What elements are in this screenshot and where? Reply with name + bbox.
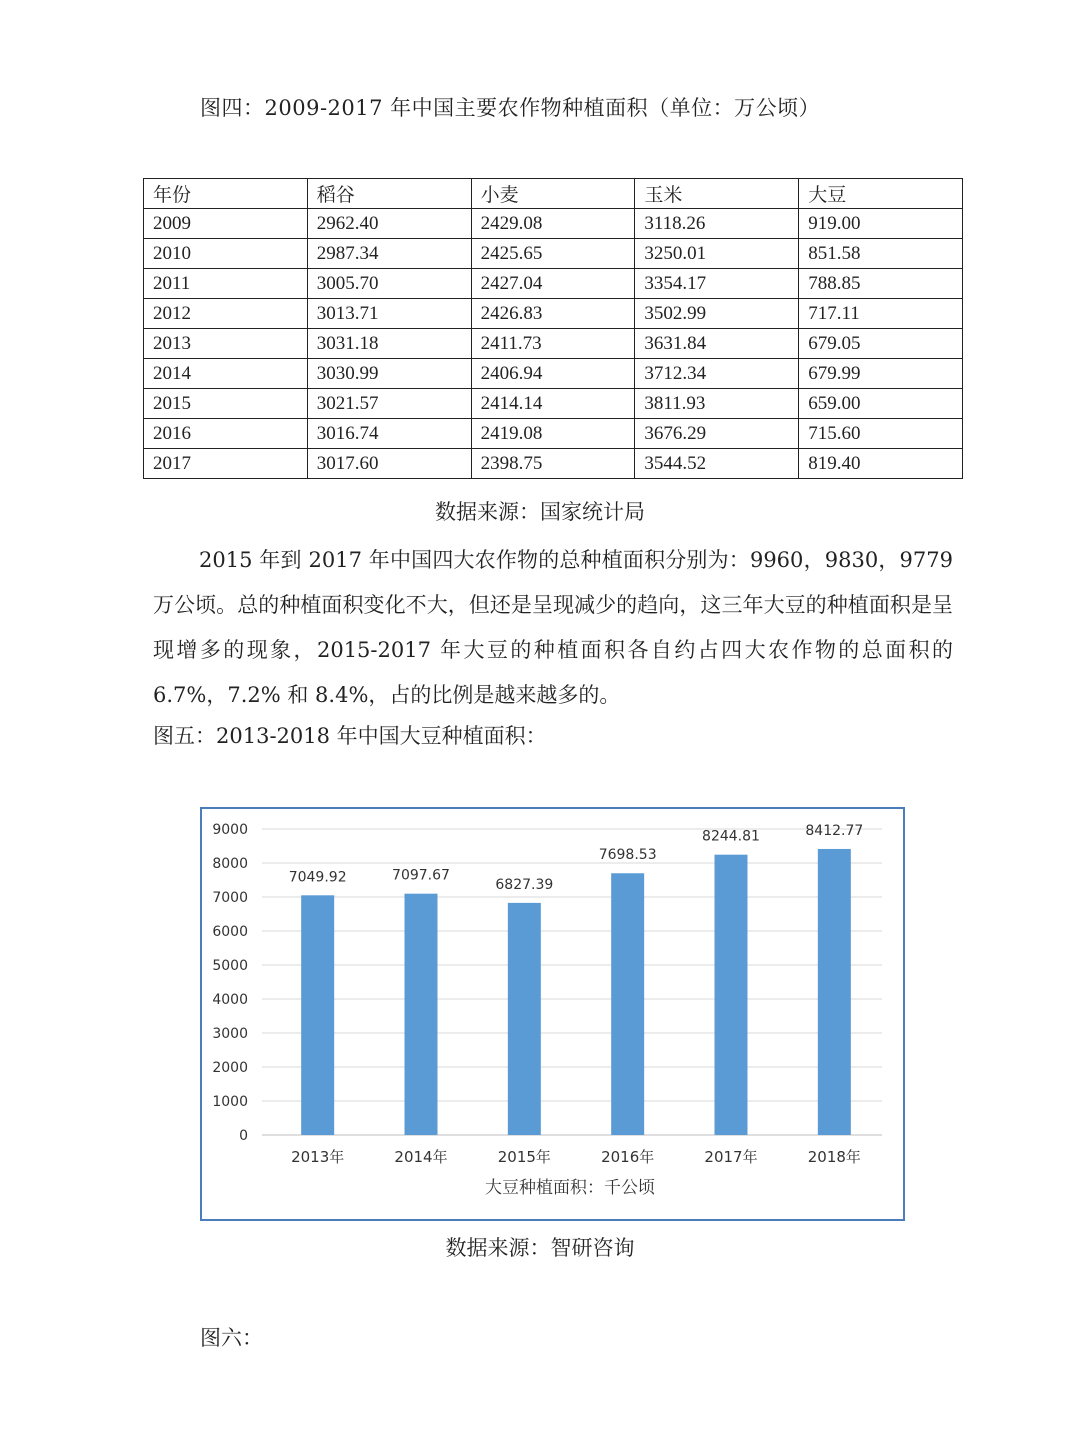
header-wheat: 小麦	[471, 179, 635, 209]
y-tick-label: 8000	[212, 856, 248, 872]
cell-year: 2010	[144, 239, 308, 269]
cell-soybean: 659.00	[799, 389, 963, 419]
cell-soybean: 819.40	[799, 449, 963, 479]
figure6-title: 图六：	[200, 1326, 263, 1350]
y-tick-label: 3000	[212, 1026, 248, 1042]
table-row	[144, 269, 963, 299]
y-tick-label: 5000	[212, 958, 248, 974]
x-tick-label: 2016年	[601, 1148, 655, 1166]
y-tick-label: 0	[239, 1128, 248, 1144]
figure5-source: 数据来源：智研咨询	[445, 1236, 635, 1260]
figure4-source: 数据来源：国家统计局	[435, 500, 645, 524]
cell-wheat: 2429.08	[471, 209, 635, 239]
cell-soybean: 717.11	[799, 299, 963, 329]
cell-corn: 3250.01	[635, 239, 799, 269]
cell-year: 2014	[144, 359, 308, 389]
bar-value-label: 8412.77	[805, 822, 864, 839]
soybean-bar-chart	[200, 807, 905, 1221]
y-tick-label: 7000	[212, 890, 248, 906]
cell-wheat: 2419.08	[471, 419, 635, 449]
x-tick-label: 2015年	[497, 1148, 551, 1166]
bar-2017年	[715, 855, 748, 1135]
bar-2014年	[405, 894, 438, 1135]
cell-soybean: 715.60	[799, 419, 963, 449]
x-axis-label: 大豆种植面积：千公顷	[485, 1178, 655, 1198]
bar-value-label: 7097.67	[392, 867, 450, 884]
cell-corn: 3631.84	[635, 329, 799, 359]
chart-canvas	[202, 809, 903, 1219]
cell-year: 2016	[144, 419, 308, 449]
table-row	[144, 419, 963, 449]
table-row	[144, 389, 963, 419]
bar-value-label: 7049.92	[288, 869, 347, 886]
table-row	[144, 239, 963, 269]
cell-wheat: 2411.73	[471, 329, 635, 359]
y-tick-label: 2000	[212, 1060, 248, 1076]
table-row	[144, 329, 963, 359]
header-corn: 玉米	[635, 179, 799, 209]
cell-rice: 3005.70	[307, 269, 471, 299]
cell-soybean: 679.05	[799, 329, 963, 359]
y-tick-label: 6000	[212, 924, 248, 940]
cell-corn: 3811.93	[635, 389, 799, 419]
table-header-row	[144, 179, 963, 209]
cell-wheat: 2427.04	[471, 269, 635, 299]
bar-value-label: 8244.81	[702, 828, 760, 845]
cell-rice: 3013.71	[307, 299, 471, 329]
y-tick-label: 9000	[212, 822, 248, 838]
bar-2018年	[818, 849, 851, 1135]
x-tick-label: 2014年	[394, 1148, 448, 1166]
cell-rice: 2987.34	[307, 239, 471, 269]
cell-rice: 3017.60	[307, 449, 471, 479]
y-tick-label: 1000	[212, 1094, 248, 1110]
cell-soybean: 851.58	[799, 239, 963, 269]
bar-2016年	[611, 873, 644, 1135]
cell-rice: 3021.57	[307, 389, 471, 419]
cell-wheat: 2414.14	[471, 389, 635, 419]
cell-soybean: 919.00	[799, 209, 963, 239]
table-row	[144, 209, 963, 239]
y-tick-label: 4000	[212, 992, 248, 1008]
bar-value-label: 7698.53	[598, 847, 657, 864]
cell-rice: 2962.40	[307, 209, 471, 239]
table-row	[144, 359, 963, 389]
cell-year: 2012	[144, 299, 308, 329]
cell-corn: 3676.29	[635, 419, 799, 449]
x-tick-label: 2018年	[807, 1148, 861, 1166]
cell-corn: 3544.52	[635, 449, 799, 479]
x-tick-label: 2013年	[291, 1148, 345, 1166]
header-soybean: 大豆	[799, 179, 963, 209]
cell-year: 2017	[144, 449, 308, 479]
cell-year: 2009	[144, 209, 308, 239]
cell-rice: 3030.99	[307, 359, 471, 389]
cell-year: 2011	[144, 269, 308, 299]
cell-wheat: 2426.83	[471, 299, 635, 329]
cell-rice: 3016.74	[307, 419, 471, 449]
bar-2015年	[508, 903, 541, 1135]
cell-wheat: 2425.65	[471, 239, 635, 269]
cell-wheat: 2406.94	[471, 359, 635, 389]
cell-rice: 3031.18	[307, 329, 471, 359]
cell-corn: 3502.99	[635, 299, 799, 329]
cell-year: 2013	[144, 329, 308, 359]
cell-year: 2015	[144, 389, 308, 419]
crop-area-table	[143, 178, 963, 479]
table-row	[144, 449, 963, 479]
cell-corn: 3118.26	[635, 209, 799, 239]
header-year: 年份	[144, 179, 308, 209]
cell-corn: 3354.17	[635, 269, 799, 299]
cell-wheat: 2398.75	[471, 449, 635, 479]
analysis-paragraph: 2015 年到 2017 年中国四大农作物的总种植面积分别为：9960，9830，9779 万公顷。总的种植面积变化不大，但还是呈现减少的趋向，这三年大豆的种植面积是呈现增多的现象，2015-2017 年大豆的种植面积各自约占四大农作物的总面积的 6.7%，7.2% 和 8.4%，占的比例是越来越多的。	[153, 548, 953, 707]
cell-soybean: 679.99	[799, 359, 963, 389]
bar-2013年	[301, 895, 334, 1135]
cell-corn: 3712.34	[635, 359, 799, 389]
figure4-title: 图四：2009-2017 年中国主要农作物种植面积（单位：万公顷）	[200, 96, 821, 120]
figure5-title: 图五：2013-2018 年中国大豆种植面积：	[153, 724, 547, 748]
bar-value-label: 6827.39	[495, 876, 554, 893]
table-row	[144, 299, 963, 329]
x-tick-label: 2017年	[704, 1148, 758, 1166]
cell-soybean: 788.85	[799, 269, 963, 299]
header-rice: 稻谷	[307, 179, 471, 209]
